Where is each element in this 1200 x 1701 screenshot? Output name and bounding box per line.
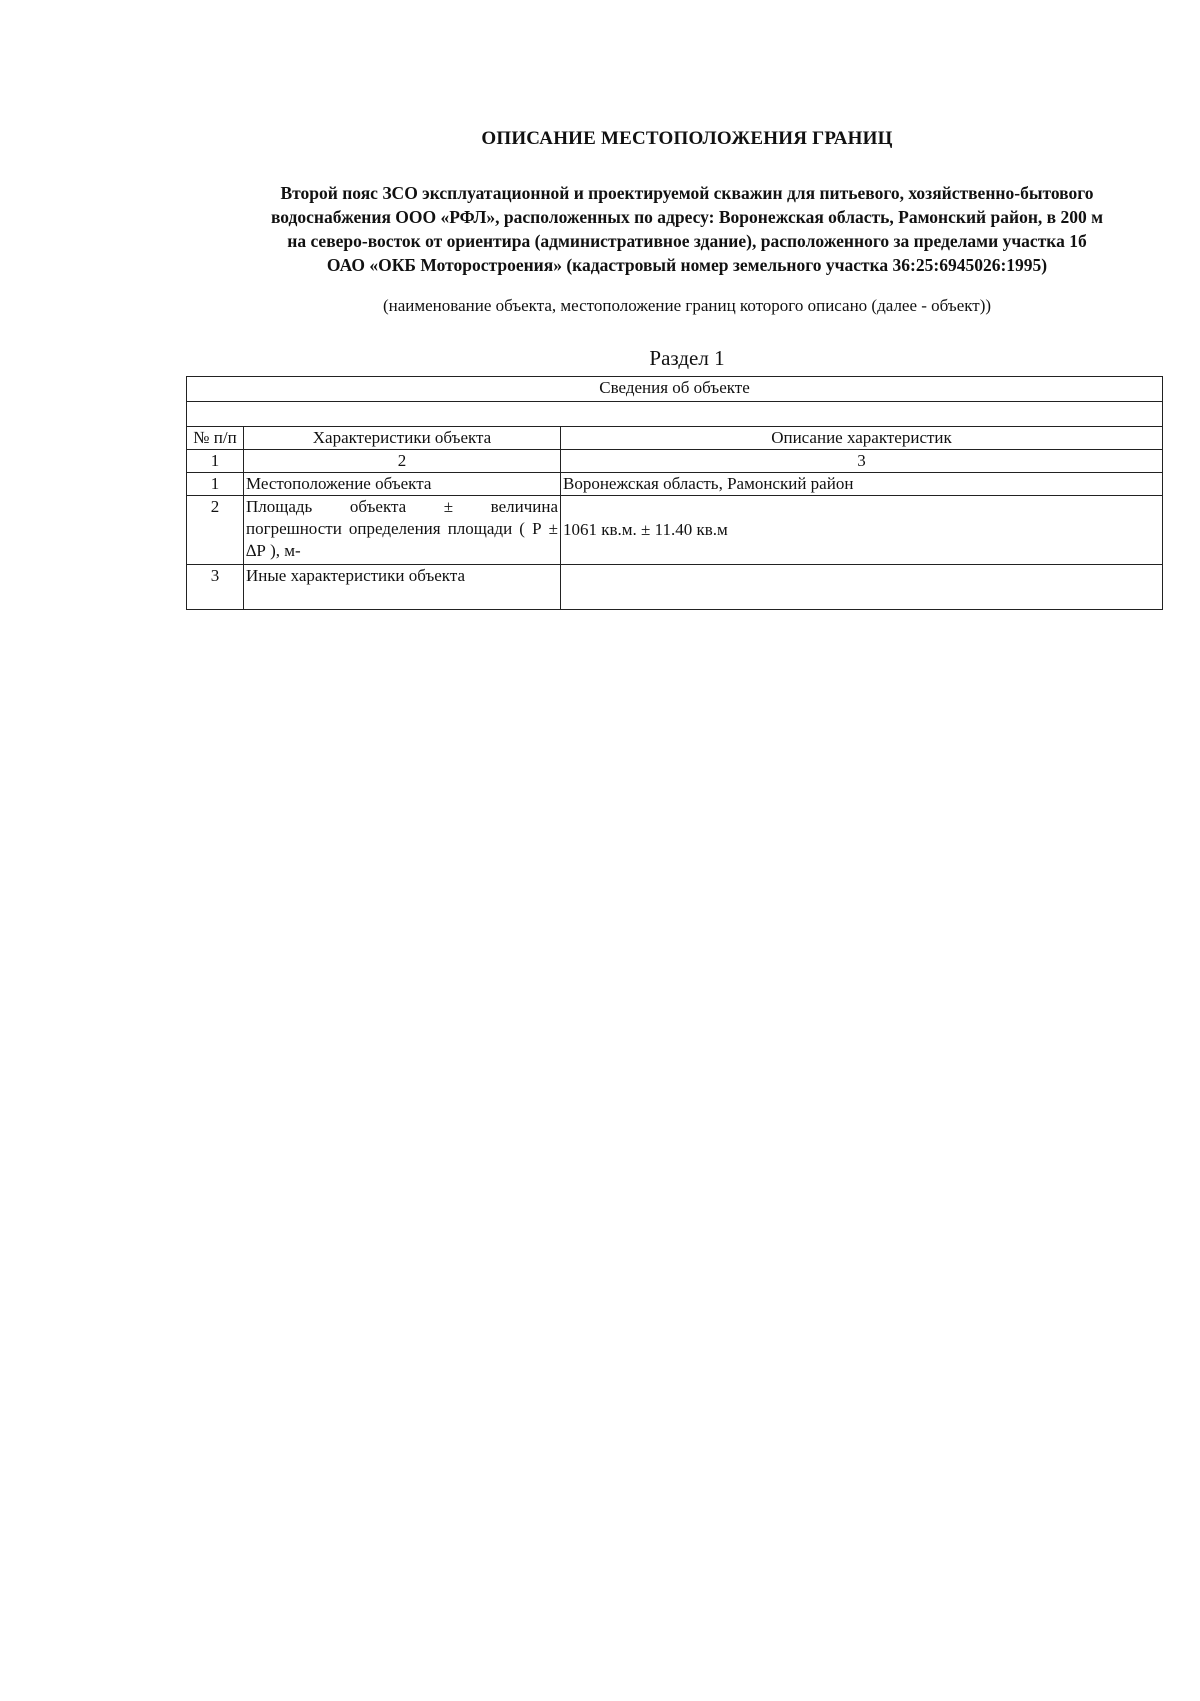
row-description: Воронежская область, Рамонский район bbox=[561, 473, 1163, 496]
object-name-line: на северо-восток от ориентира (административное здание), расположенного за пределами участка 1б bbox=[287, 231, 1087, 251]
object-name-line: Второй пояс ЗСО эксплуатационной и проектируемой скважин для питьевого, хозяйственно-бытового bbox=[280, 183, 1094, 203]
column-header-characteristic: Характеристики объекта bbox=[244, 427, 561, 450]
object-name bbox=[186, 181, 1188, 277]
table-row bbox=[187, 496, 1163, 565]
column-number: 3 bbox=[561, 450, 1163, 473]
column-header-number: № п/п bbox=[187, 427, 244, 450]
object-name-line: ОАО «ОКБ Моторостроения» (кадастровый номер земельного участка 36:25:6945026:1995) bbox=[326, 255, 1048, 275]
table-header: Сведения об объекте bbox=[187, 377, 1163, 402]
table-header-row bbox=[187, 377, 1163, 402]
table-row bbox=[187, 565, 1163, 610]
row-characteristic: Площадь объекта ± величина погрешности определения площади ( Р ± ∆Р ), м- bbox=[244, 496, 561, 565]
table-column-header-row bbox=[187, 427, 1163, 450]
object-name-caption: (наименование объекта, местоположение границ которого описано (далее - объект)) bbox=[382, 296, 992, 315]
section-label: Раздел 1 bbox=[649, 346, 725, 370]
column-number: 1 bbox=[187, 450, 244, 473]
row-characteristic: Иные характеристики объекта bbox=[244, 565, 561, 610]
row-description bbox=[561, 565, 1163, 610]
table-blank-cell bbox=[187, 402, 1163, 427]
row-description: 1061 кв.м. ± 11.40 кв.м bbox=[561, 496, 1163, 565]
document-title: ОПИСАНИЕ МЕСТОПОЛОЖЕНИЯ ГРАНИЦ bbox=[481, 128, 893, 149]
row-number: 1 bbox=[187, 473, 244, 496]
object-name-line: водоснабжения ООО «РФЛ», расположенных по адресу: Воронежская область, Рамонский район, в 200 м bbox=[270, 207, 1104, 227]
row-number: 2 bbox=[187, 496, 244, 565]
table-blank-row bbox=[187, 402, 1163, 427]
column-header-description: Описание характеристик bbox=[561, 427, 1163, 450]
table-column-number-row bbox=[187, 450, 1163, 473]
object-info-table bbox=[186, 376, 1163, 610]
table-row bbox=[187, 473, 1163, 496]
column-number: 2 bbox=[244, 450, 561, 473]
row-number: 3 bbox=[187, 565, 244, 610]
row-characteristic: Местоположение объекта bbox=[244, 473, 561, 496]
